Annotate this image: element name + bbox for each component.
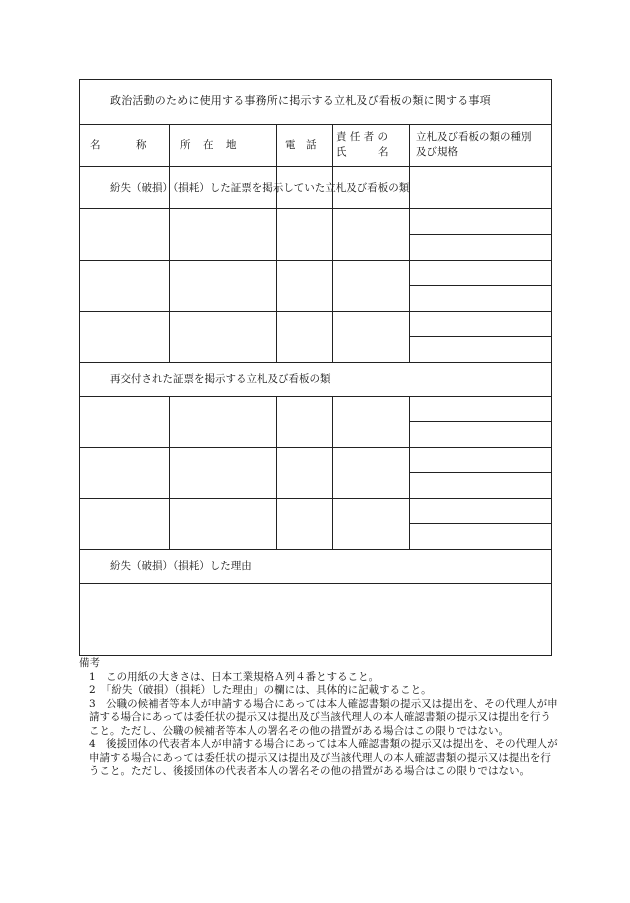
form-title: 政治活動のために使用する事務所に掲示する立札及び看板の類に関する事項 <box>110 94 491 107</box>
section-lost-label: 紛失（破損）（損耗）した証票を掲示していた立札及び看板の類 <box>110 182 410 194</box>
row-subdivider <box>409 523 551 524</box>
note-item: 1 この用紙の大きさは、日本工業規格Ａ列４番とすること。 <box>89 670 380 683</box>
col-divider <box>169 208 170 362</box>
col-divider <box>409 208 410 362</box>
row-divider <box>80 311 551 312</box>
section-lost-divider <box>80 208 551 209</box>
notes-section <box>79 657 559 779</box>
row-divider <box>80 260 551 261</box>
section-reason-label: 紛失（破損）（損耗）した理由 <box>110 560 252 572</box>
col-divider <box>169 396 170 549</box>
row-subdivider <box>409 421 551 422</box>
section-reissued-divider <box>80 396 551 397</box>
row-subdivider <box>409 472 551 473</box>
col-divider <box>276 208 277 362</box>
note-item: 2 「紛失（破損）（損耗）した理由」の欄には、具体的に記載すること。 <box>89 684 432 696</box>
col-divider <box>276 396 277 549</box>
col-divider <box>169 124 170 208</box>
application-form-table <box>79 79 552 656</box>
header-responsible-line1: 責 任 者 の <box>336 131 389 143</box>
title-divider <box>80 124 551 125</box>
row-divider <box>80 549 551 550</box>
note-item: 4 後援団体の代表者本人が申請する場合にあっては本人確認書類の提示又は提出を、その代理人が申請する場合にあっては委任状の提示又は提出及び当該代理人の本人確認書類の提示又は提出を行うこと。ただし、後援団体の代表者本人の署名その他の措置がある場合はこの限りではない。 <box>89 738 558 777</box>
header-type-line2: 及び規格 <box>416 146 458 158</box>
row-divider <box>80 498 551 499</box>
notes-heading: 備考 <box>79 657 100 669</box>
header-name: 名 称 <box>90 139 148 151</box>
row-subdivider <box>409 234 551 235</box>
section-reissued-label: 再交付された証票を掲示する立札及び看板の類 <box>110 373 331 385</box>
header-type-line1: 立札及び看板の類の種別 <box>416 131 532 143</box>
col-divider <box>332 208 333 362</box>
col-divider <box>409 124 410 208</box>
col-divider <box>332 124 333 208</box>
row-divider <box>80 447 551 448</box>
header-divider <box>80 166 551 167</box>
row-subdivider <box>409 285 551 286</box>
row-subdivider <box>409 336 551 337</box>
col-divider <box>332 396 333 549</box>
header-address: 所 在 地 <box>180 139 238 151</box>
note-item: 3 公職の候補者等本人が申請する場合にあっては本人確認書類の提示又は提出を、その代理人が申請する場合にあっては委任状の提示又は提出及び当該代理人の本人確認書類の提示又は提出を行うこと。ただし、公職の候補者等本人の署名その他の措置がある場合はこの限りではない。 <box>89 697 558 737</box>
section-reason-divider <box>80 583 551 584</box>
header-phone: 電 話 <box>285 139 317 151</box>
col-divider <box>276 124 277 208</box>
row-divider <box>80 362 551 363</box>
header-responsible-line2: 氏 名 <box>336 146 389 158</box>
col-divider <box>409 396 410 549</box>
